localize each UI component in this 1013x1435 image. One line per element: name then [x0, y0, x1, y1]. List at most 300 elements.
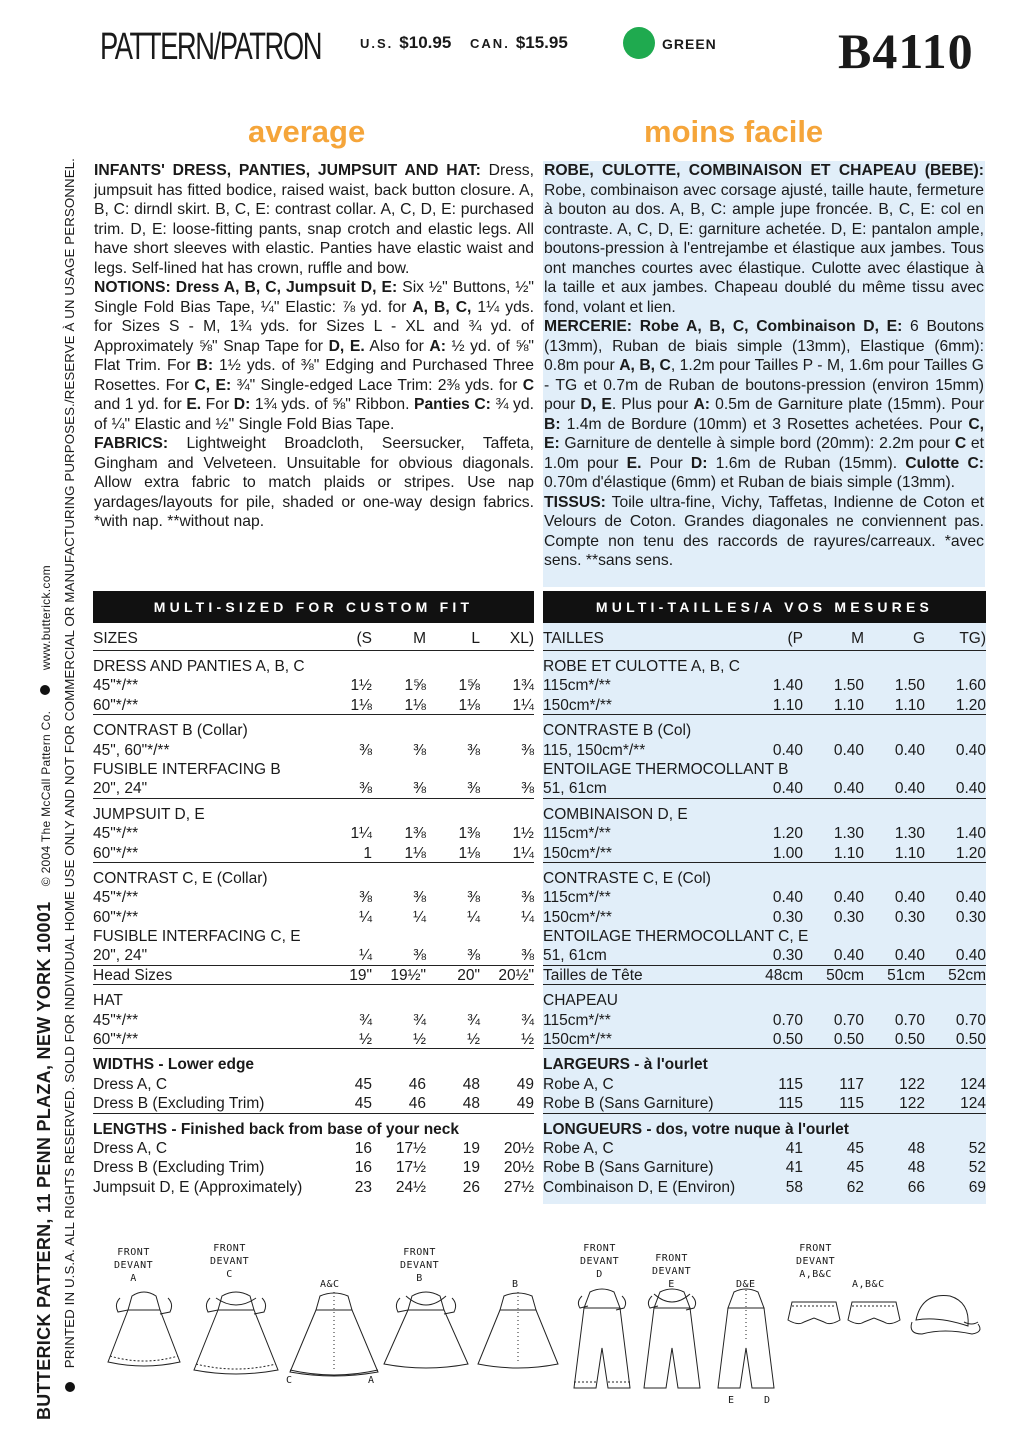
row-value [850, 927, 895, 946]
view-label-c [210, 1242, 249, 1281]
row-value: 16 [354, 1159, 372, 1177]
table-row [93, 805, 534, 824]
row-value: 0.30 [772, 947, 803, 965]
view-devant: DEVANT [114, 1260, 154, 1271]
row-value [480, 1055, 534, 1074]
view-front: FRONT [403, 1247, 436, 1258]
size-col: (P [787, 630, 803, 647]
row-value [312, 1055, 372, 1074]
row-label: 60"*/** [93, 1031, 139, 1049]
table-row [543, 966, 986, 985]
row-value: 19½" [390, 966, 426, 984]
row-label: WIDTHS - Lower edge [93, 1056, 255, 1074]
row-value [480, 927, 534, 946]
row-value [747, 721, 803, 740]
row-label: 115cm*/** [543, 825, 611, 843]
row-value [426, 869, 480, 888]
notions-view: D: [233, 396, 251, 413]
table-row [543, 676, 986, 695]
notions-text: Garniture de dentelle à simple bord (20mm): 2.2m pour [559, 435, 955, 452]
row-value: 0.40 [772, 780, 803, 798]
row-value: 48 [462, 1095, 480, 1113]
row-label: 45"*/** [93, 1011, 139, 1029]
row-label: 150cm*/** [543, 908, 612, 926]
row-value: ¾ [521, 1011, 534, 1029]
table-row [543, 869, 986, 888]
row-value: 52cm [948, 966, 986, 984]
table-heading: MULTI-SIZED FOR CUSTOM FIT [93, 591, 534, 623]
fabrics-label: FABRICS: [94, 435, 169, 452]
row-value: 1⅛ [350, 696, 372, 714]
notions-text: 1¼ yds. for Sizes S - M, 1¾ yds. for Sizes L - XL and ¾ yd. of Approximately ⅝" Snap Tape for [94, 298, 534, 355]
table-row [543, 779, 986, 798]
row-label: 150cm*/** [543, 1031, 612, 1049]
row-label: 115cm*/** [543, 677, 611, 695]
view-label-e [652, 1252, 691, 1291]
size-col: G [912, 630, 925, 647]
row-value: 69 [968, 1178, 986, 1196]
row-value: 45 [846, 1159, 864, 1177]
row-value: ½ [413, 1031, 426, 1049]
row-value: ⅜ [467, 780, 480, 798]
row-value [426, 991, 480, 1010]
view-illustrations [92, 1243, 992, 1416]
row-value [881, 1120, 916, 1139]
row-value: 46 [408, 1075, 426, 1093]
row-label: Jumpsuit D, E (Approximately) [93, 1178, 303, 1196]
row-value [372, 869, 426, 888]
table-row [543, 824, 986, 843]
table-row [543, 1158, 986, 1177]
row-value [864, 869, 925, 888]
view-label-d-small: D [764, 1395, 771, 1406]
table-row [543, 844, 986, 863]
description-body: Robe, combinaison avec corsage ajusté, taille haute, fermeture à bouton au dos. A, B, C: ample jupe froncée. B, C, E: col en contraste. A, C, D, E: garniture achetée. D, E: pantalon ample, boutons-pression à l'entrejambe et élastique aux jambes. Tous ont manches courtes avec élastique. Culotte avec élastique à la taille et aux jambes. Chapeau doublé du même tissu avec fond, volant et lien. [544, 181, 984, 316]
row-value [803, 657, 864, 676]
row-value: 115 [839, 1095, 864, 1113]
notions-label: MERCERIE: Robe A, B, C, Combinaison D, E: [544, 318, 903, 335]
row-value: ⅜ [467, 947, 480, 965]
row-label: 45"*/** [93, 889, 139, 907]
table-row [543, 1094, 986, 1113]
description-fr [543, 161, 985, 587]
view-label-e-small: E [728, 1395, 735, 1406]
notions-view: B: [196, 357, 214, 374]
size-col: L [471, 630, 480, 647]
notions-view: D, E. [328, 337, 365, 355]
row-value [747, 1055, 803, 1074]
row-value: 117 [839, 1075, 864, 1093]
notions-view: D: [690, 454, 708, 472]
row-value: 46 [408, 1095, 426, 1113]
description-en [94, 161, 534, 532]
table-body [543, 657, 986, 1197]
row-value: 0.40 [894, 889, 925, 907]
view-label-c-small: C [286, 1375, 293, 1386]
row-label: Head Sizes [93, 966, 173, 984]
row-label: 60"*/** [93, 696, 139, 714]
row-label: 115cm*/** [543, 1011, 611, 1029]
row-value [372, 1055, 426, 1074]
size-col: (S [356, 630, 372, 647]
table-row [543, 721, 986, 740]
row-value: 20½ [503, 1159, 534, 1177]
row-value: 1⅛ [404, 844, 426, 862]
row-value: ⅜ [413, 780, 426, 798]
row-value: ⅜ [521, 780, 534, 798]
row-value [480, 657, 534, 676]
row-label: CONTRASTE C, E (Col) [543, 869, 711, 887]
sizes-row [543, 627, 986, 651]
view-devant: DEVANT [580, 1256, 620, 1267]
table-row [93, 1055, 534, 1074]
row-value [372, 657, 426, 676]
dress-b-sketch [384, 1292, 468, 1368]
row-value [312, 760, 372, 779]
row-value: 45 [354, 1075, 372, 1093]
row-value: ½ [521, 1031, 534, 1049]
table-row [543, 1055, 986, 1074]
difficulty-en: average [248, 114, 366, 149]
row-label: DRESS AND PANTIES A, B, C [93, 658, 305, 675]
description-body: Dress, jumpsuit has fitted bodice, raised waist, back button closure. A, B, C: dirndl skirt. B, C, E: contrast collar. A, C, D, E: purchased trim. D, E: loose-fitting pants, snap crotch and elastic legs. All have short sleeves with elastic. Panties have elastic waist and legs. Self-lined hat has crown, ruffle and bow. [94, 162, 534, 277]
view-letter: C [226, 1269, 233, 1280]
row-value: ⅜ [359, 780, 372, 798]
row-value: 1.50 [894, 677, 925, 695]
row-value: 1.10 [894, 844, 925, 862]
row-value: 24½ [395, 1178, 426, 1196]
table-row [93, 824, 534, 843]
fabrics-label: TISSUS: [544, 493, 606, 511]
notions-text: ¾" Single-edged Lace Trim: 2⅜ yds. for [231, 376, 523, 394]
row-value: 1⅜ [458, 825, 480, 843]
dress-ac-back-sketch [290, 1292, 378, 1376]
row-value: 45 [846, 1139, 864, 1157]
view-front: FRONT [799, 1243, 832, 1254]
view-label-a-small: A [368, 1375, 375, 1386]
table-row [93, 1030, 534, 1049]
legal-text: PRINTED IN U.S.A. ALL RIGHTS RESERVED. SOLD FOR INDIVIDUAL HOME USE ONLY AND NOT FOR COMMERCIAL OR MANUFACTURING PURPOSES./RESERVE À UN USAGE PERSONNEL. [62, 158, 77, 1369]
row-value [426, 805, 480, 824]
row-value: 66 [907, 1178, 925, 1196]
view-label-abc-back: A,B&C [852, 1279, 885, 1290]
notions-label: NOTIONS: [94, 279, 171, 296]
row-value: 1.40 [772, 677, 803, 695]
row-value: 1⅛ [404, 696, 426, 714]
view-devant: DEVANT [796, 1256, 836, 1267]
row-value: 0.40 [894, 741, 925, 759]
bullet-icon [40, 685, 50, 695]
row-value: 52 [968, 1139, 986, 1157]
row-value [426, 927, 480, 946]
row-value: 52 [968, 1159, 986, 1177]
table-row [93, 676, 534, 695]
row-value: 122 [899, 1075, 925, 1093]
notions-text: et 1.0m pour [544, 435, 984, 472]
row-value: ⅜ [521, 741, 534, 759]
row-value: 1 [363, 844, 372, 862]
row-value: 0.40 [833, 741, 864, 759]
view-front: FRONT [583, 1243, 616, 1254]
fabrics-paragraph [544, 493, 984, 571]
notions-view: B: [544, 415, 561, 433]
size-col: XL) [509, 630, 534, 647]
row-value: ⅜ [359, 741, 372, 759]
notions-text: ½ yd. of ⅝" Flat Trim. For [94, 337, 534, 374]
difficulty-fr: moins facile [644, 114, 824, 149]
table-row [543, 805, 986, 824]
row-value: 1.10 [772, 696, 803, 714]
table-row [93, 1178, 534, 1197]
table-body [93, 657, 534, 1197]
row-value [951, 1120, 986, 1139]
row-value: ¼ [359, 908, 372, 926]
row-value: 0.70 [955, 1011, 986, 1029]
row-value [372, 721, 426, 740]
notions-view: A, B, C, [412, 298, 472, 316]
row-value: 1⅛ [458, 844, 480, 862]
view-letter: E [668, 1279, 675, 1290]
row-value: 0.40 [955, 889, 986, 907]
table-row [93, 1139, 534, 1158]
table-row [543, 1030, 986, 1049]
row-value: ½ [359, 1031, 372, 1049]
row-value [480, 721, 534, 740]
row-value: ⅜ [521, 947, 534, 965]
row-value: ⅜ [521, 889, 534, 907]
row-value [864, 721, 925, 740]
row-value: 45 [354, 1095, 372, 1113]
table-row [93, 991, 534, 1010]
row-label: Dress A, C [93, 1075, 168, 1093]
row-value: ⅜ [359, 889, 372, 907]
notions-text: Also for [364, 337, 430, 355]
table-row [93, 1075, 534, 1094]
panties-front-sketch [788, 1302, 840, 1324]
notions-text: , 1.2m pour Tailles P - M, 1.6m pour Tailles G - TG et 0.7m de Ruban de boutons-pression (environ 15mm) pour [544, 357, 985, 413]
notions-text: Pour [641, 454, 691, 472]
row-value [747, 805, 803, 824]
row-value [312, 991, 372, 1010]
notions-views: Dress A, B, C, Jumpsuit D, E: [170, 279, 398, 296]
notions-paragraph [544, 317, 984, 493]
row-label: CONTRAST C, E (Collar) [93, 869, 268, 887]
row-value: 1.10 [894, 696, 925, 714]
table-row [543, 908, 986, 927]
row-label: 51, 61cm [543, 780, 607, 798]
table-row [93, 908, 534, 927]
us-price-label: U.S. [360, 36, 394, 51]
view-label-a [114, 1246, 153, 1285]
row-value: 27½ [503, 1178, 534, 1196]
notions-view: E. [186, 396, 202, 413]
table-row [543, 888, 986, 907]
yardage-table-en [93, 591, 534, 1197]
row-value: ¼ [521, 908, 534, 926]
jumpsuit-e-sketch [644, 1289, 700, 1388]
table-row [543, 1011, 986, 1030]
row-value: 20½" [498, 966, 534, 984]
fabrics-text: Lightweight Broadcloth, Seersucker, Taffeta, Gingham and Velveteen. Unsuitable for obvious diagonals. Allow extra fabric to match plaids or stripes. Use nap yardages/layouts for pile, shaded or one-way design fabrics. *with nap. **without nap. [94, 435, 534, 530]
row-label: COMBINAISON D, E [543, 805, 688, 823]
row-label: Robe A, C [543, 1075, 614, 1093]
row-value [803, 1055, 864, 1074]
table-row [543, 927, 986, 946]
row-value: 0.50 [955, 1031, 986, 1049]
description-paragraph [94, 161, 534, 278]
row-value: ¼ [359, 947, 372, 965]
row-value: 1½ [350, 677, 372, 695]
bullet-icon [65, 1382, 75, 1392]
table-row [543, 1139, 986, 1158]
row-label: FUSIBLE INTERFACING B [93, 760, 281, 778]
row-value [426, 657, 480, 676]
row-value: ⅜ [413, 741, 426, 759]
row-value [747, 869, 803, 888]
row-value [936, 760, 986, 779]
row-label: 45"*/** [93, 677, 139, 695]
notions-view: A: [429, 337, 446, 355]
row-value: 0.50 [833, 1031, 864, 1049]
row-label: CONTRASTE B (Col) [543, 722, 692, 740]
table-row [93, 741, 534, 760]
row-value [925, 657, 986, 676]
notions-paragraph [94, 278, 534, 434]
row-value [864, 805, 925, 824]
view-letter: A [130, 1273, 137, 1284]
row-value: 1¼ [350, 825, 372, 843]
row-value [885, 760, 935, 779]
row-value: 0.40 [833, 947, 864, 965]
view-label-ac: A&C [320, 1279, 340, 1290]
price-block [360, 33, 582, 53]
color-dot-icon [623, 27, 655, 59]
notions-text: 1.6m de Ruban (15mm). [707, 454, 906, 472]
table-row [93, 696, 534, 715]
row-label: 150cm*/** [543, 696, 612, 714]
row-value: 49 [516, 1095, 534, 1113]
row-value [864, 657, 925, 676]
notions-view: Culotte C: [905, 454, 984, 472]
row-value [480, 991, 534, 1010]
row-value: ¼ [413, 908, 426, 926]
row-value: 1.30 [833, 825, 864, 843]
table-row [93, 946, 534, 965]
copyright-text: © 2004 The McCall Pattern Co. [39, 710, 53, 887]
row-value [808, 927, 850, 946]
row-value [747, 991, 803, 1010]
row-value [895, 927, 940, 946]
row-value [925, 991, 986, 1010]
row-label: 60"*/** [93, 908, 139, 926]
row-value: 1¼ [512, 844, 534, 862]
row-value [941, 927, 986, 946]
row-value: 1.20 [772, 825, 803, 843]
row-value [803, 991, 864, 1010]
row-value: 124 [960, 1075, 986, 1093]
table-row [93, 657, 534, 676]
row-value [849, 1120, 881, 1139]
table-row [93, 888, 534, 907]
row-label: HAT [93, 992, 123, 1010]
row-value [459, 1120, 479, 1139]
can-price-label: CAN. [470, 36, 510, 51]
row-value: 1.50 [833, 677, 864, 695]
row-value: 62 [846, 1178, 864, 1196]
row-value [803, 805, 864, 824]
row-value: 20" [457, 966, 480, 984]
dress-c-sketch [194, 1292, 278, 1374]
table-row [93, 721, 534, 740]
row-value: 0.50 [772, 1031, 803, 1049]
row-label: 45"*/** [93, 825, 139, 843]
row-value [312, 805, 372, 824]
pattern-number: B4110 [838, 23, 974, 79]
view-letter: B [416, 1273, 423, 1284]
table-row [93, 1011, 534, 1030]
table-row [93, 966, 534, 985]
row-value: 1⅛ [458, 696, 480, 714]
notions-text: and 1 yd. for [94, 396, 187, 413]
row-value [312, 869, 372, 888]
row-label: Robe B (Sans Garniture) [543, 1095, 714, 1113]
row-value: 0.40 [772, 889, 803, 907]
row-label: Dress B (Excluding Trim) [93, 1159, 265, 1177]
dress-a-sketch [108, 1292, 180, 1366]
row-value [372, 927, 426, 946]
size-col: M [413, 630, 426, 647]
pattern-label: PATTERN/PATRON [100, 26, 322, 68]
row-value: 115 [778, 1095, 803, 1113]
table-row [93, 869, 534, 888]
row-label: Robe B (Sans Garniture) [543, 1159, 714, 1177]
panties-back-sketch [848, 1302, 900, 1324]
row-value [803, 869, 864, 888]
table-row [543, 657, 986, 676]
jumpsuit-de-back-sketch [718, 1289, 774, 1388]
row-label: Robe A, C [543, 1139, 614, 1157]
view-label-b [400, 1246, 439, 1285]
row-value: 1.30 [894, 825, 925, 843]
row-value [312, 657, 372, 676]
table-row [93, 844, 534, 863]
row-value: 1.10 [833, 844, 864, 862]
table-row [93, 760, 534, 779]
description-title: INFANTS' DRESS, PANTIES, JUMPSUIT AND HAT: [94, 162, 481, 179]
row-label: FUSIBLE INTERFACING C, E [93, 928, 301, 946]
row-label: 45", 60"*/** [93, 741, 170, 759]
website-link[interactable]: www.butterick.com [39, 565, 53, 671]
row-value: 0.70 [894, 1011, 925, 1029]
row-value [426, 760, 480, 779]
row-label: 60"*/** [93, 844, 139, 862]
row-value: 0.40 [955, 741, 986, 759]
row-value: ¾ [413, 1011, 426, 1029]
notions-text: 0.70m d'élastique (6mm) et Ruban de biais simple (13mm). [544, 474, 956, 491]
row-value [864, 991, 925, 1010]
row-value [480, 869, 534, 888]
row-label: 51, 61cm [543, 947, 607, 965]
table-row [543, 1075, 986, 1094]
row-value: 0.40 [833, 889, 864, 907]
table-row [543, 946, 986, 965]
row-value [372, 991, 426, 1010]
row-label: LARGEURS - à l'ourlet [543, 1056, 708, 1074]
fabrics-text: Toile ultra-fine, Vichy, Taffetas, Indienne de Coton et Velours de Coton. Grandes diagonales ne conviennent pas. Compte non tenu des raccords de rayures/carreaux. *avec sens. **sans sens. [544, 493, 984, 569]
row-value [479, 1120, 497, 1139]
row-value: ¾ [467, 1011, 480, 1029]
side-margin [0, 0, 77, 1435]
